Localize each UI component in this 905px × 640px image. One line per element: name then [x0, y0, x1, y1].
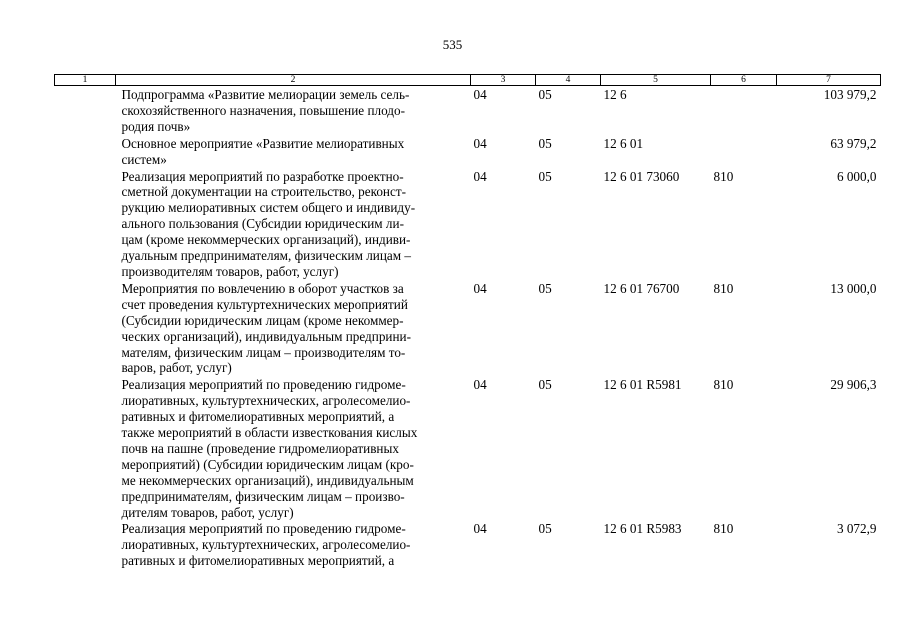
row-expense-type: [711, 86, 777, 135]
table-row: [55, 376, 881, 520]
row-name: Реализация мероприятий по проведению гидроме- лиоративных, культуртехнических, агролесомелио- ративных и фитомелиоративных мероприятий, а: [121, 521, 411, 569]
table-row: [55, 520, 881, 569]
row-amount: 63 979,2: [830, 135, 877, 151]
row-name: Подпрограмма «Развитие мелиорации земель сель- скохозяйственного назначения, повышение плодо- родия почв»: [121, 87, 410, 134]
row-amount: 103 979,2: [823, 87, 877, 102]
row-target-article: 12 6 01 76700: [603, 280, 680, 296]
row-target-article: 12 6 01 R5983: [603, 521, 682, 537]
row-target-article: 12 6 01 73060: [603, 168, 680, 184]
row-section: 04: [473, 168, 487, 184]
row-cell-1: [55, 280, 116, 376]
row-amount: 3 072,9: [836, 521, 877, 537]
column-header-4: 4: [536, 75, 601, 86]
row-name: Реализация мероприятий по разработке проектно- сметной документации на строительство, реконст- рукцию мелиоративных систем общего и индивиду- ального пользования (Субсидии юридическим ли- цам (кроме некоммерческих организаций), индиви- дуальным предпринимателям, физическим лицам – производителям товаров, работ, услуг): [121, 168, 416, 279]
row-expense-type: 810: [713, 280, 734, 296]
row-target-article: 12 6 01 R5981: [603, 377, 682, 393]
column-header-6: 6: [711, 75, 777, 86]
row-section: 04: [473, 377, 487, 393]
row-cell-1: [55, 86, 116, 135]
page-number: 535: [442, 37, 463, 52]
table-row: [55, 168, 881, 280]
column-header-3: 3: [471, 75, 536, 86]
row-amount: 29 906,3: [830, 377, 877, 393]
column-header-7: 7: [777, 75, 881, 86]
column-header-5: 5: [601, 75, 711, 86]
row-section: 04: [473, 87, 487, 102]
table-row: [55, 86, 881, 135]
column-header-2: 2: [116, 75, 471, 86]
budget-table: [54, 74, 881, 569]
row-target-article: 12 6: [603, 87, 627, 102]
table-row: [55, 280, 881, 376]
column-header-1: 1: [55, 75, 116, 86]
row-expense-type: 810: [713, 377, 734, 393]
row-target-article: 12 6 01: [603, 135, 644, 151]
row-expense-type: 810: [713, 168, 734, 184]
row-name: Мероприятия по вовлечению в оборот участков за счет проведения культуртехнических мероприятий (Субсидии юридическим лицам (кроме некоммер- ческих организаций), индивидуальным предприни- мателям, физическим лицам – производителям то- варов, работ, услуг): [121, 280, 411, 376]
row-subsection: 05: [538, 377, 552, 393]
row-cell-1: [55, 376, 116, 520]
table-row: [55, 135, 881, 168]
row-name: Реализация мероприятий по проведению гидромe- лиоративных, культуртехнических, агролесомелио- ративных и фитомелиоративных мероприятий, а также мероприятий в области известкования кислых почв на пашне (проведение гидромелиоративных мероприятий) (Субсидии юридическим лицам (кро- ме некоммерческих организаций), индивидуальным предпринимателям, физическим лицам – произво- дителям товаров, работ, услуг): [121, 377, 418, 520]
column-number-row: [55, 75, 881, 86]
table-body: [55, 86, 881, 570]
row-name: Основное мероприятие «Развитие мелиоративных систем»: [121, 135, 405, 167]
row-subsection: 05: [538, 135, 552, 151]
row-cell-1: [55, 520, 116, 569]
row-subsection: 05: [538, 521, 552, 537]
row-section: 04: [473, 521, 487, 537]
row-expense-type: 810: [713, 521, 734, 537]
row-subsection: 05: [538, 280, 552, 296]
row-subsection: 05: [538, 168, 552, 184]
row-subsection: 05: [538, 87, 552, 102]
row-cell-1: [55, 135, 116, 168]
row-section: 04: [473, 280, 487, 296]
row-section: 04: [473, 135, 487, 151]
row-amount: 6 000,0: [836, 168, 877, 184]
row-expense-type: [711, 135, 777, 168]
row-amount: 13 000,0: [830, 280, 877, 296]
row-cell-1: [55, 168, 116, 280]
